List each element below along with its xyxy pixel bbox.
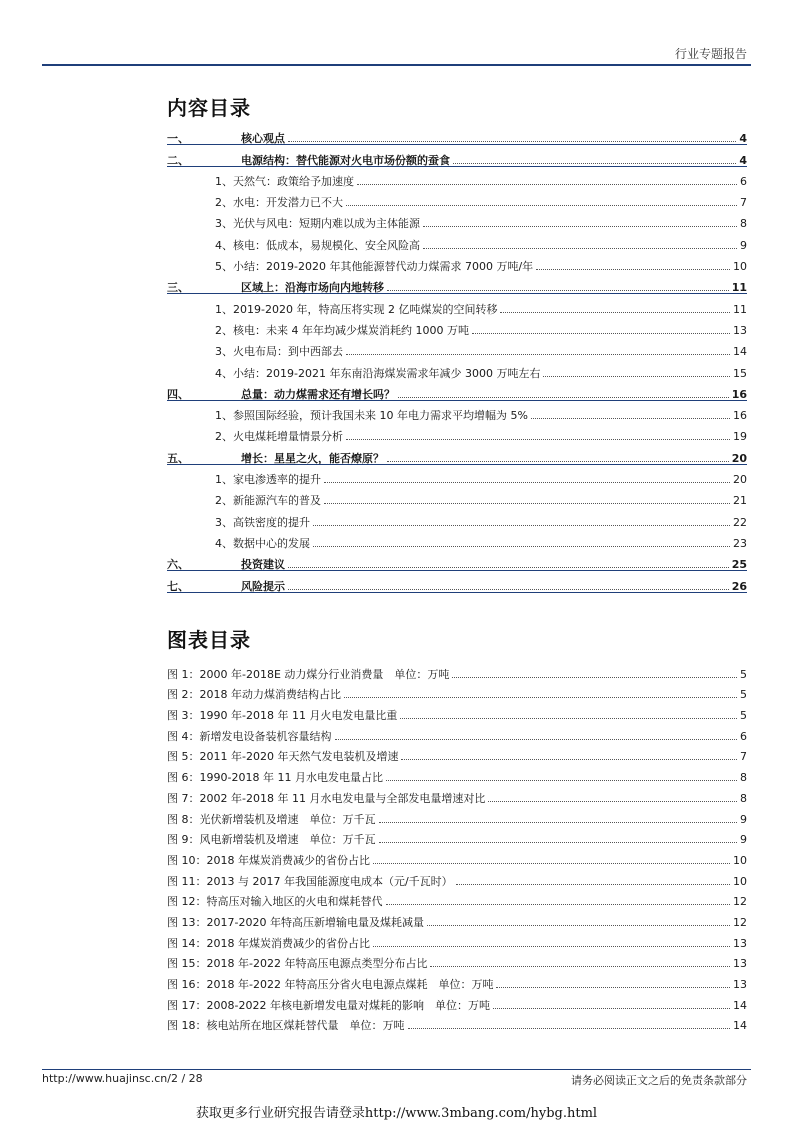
figure-entry-page: 12 bbox=[733, 895, 747, 909]
figure-entry-page: 13 bbox=[733, 978, 747, 991]
toc-entry-text: 核心观点 bbox=[241, 132, 285, 146]
header-report-type: 行业专题报告 bbox=[674, 47, 747, 61]
figure-entry-text: 图 17：2008-2022 年核电新增发电量对煤耗的影响 单位：万吨 bbox=[167, 998, 490, 1012]
figure-entry-text: 图 6：1990-2018 年 11 月水电发电量占比 bbox=[167, 771, 383, 785]
toc-entry-page: 10 bbox=[733, 260, 747, 274]
toc-entry-page: 22 bbox=[733, 515, 747, 529]
figure-leader-dots bbox=[373, 862, 730, 864]
toc-entry-page: 26 bbox=[731, 579, 747, 593]
figure-leader-dots bbox=[456, 883, 730, 885]
figure-entry-page: 10 bbox=[733, 874, 747, 888]
toc-section-entry[interactable] bbox=[167, 124, 747, 145]
table-of-contents bbox=[167, 124, 747, 593]
toc-entry-text: 风险提示 bbox=[241, 579, 285, 593]
figure-leader-dots bbox=[400, 717, 737, 719]
toc-subsection-entry[interactable] bbox=[167, 422, 747, 443]
figure-entry-page: 5 bbox=[740, 688, 747, 702]
toc-section-entry[interactable] bbox=[167, 273, 747, 294]
figure-entry[interactable] bbox=[167, 701, 747, 722]
toc-entry-text: 2、火电煤耗增量情景分析 bbox=[215, 430, 343, 444]
toc-leader-dots bbox=[472, 332, 730, 334]
figure-entry[interactable] bbox=[167, 929, 747, 950]
figure-entry[interactable] bbox=[167, 888, 747, 909]
figure-leader-dots bbox=[427, 924, 730, 926]
figure-entry[interactable] bbox=[167, 846, 747, 867]
toc-subsection-entry[interactable] bbox=[167, 337, 747, 358]
toc-subsection-entry[interactable] bbox=[167, 252, 747, 273]
toc-leader-dots bbox=[288, 588, 729, 590]
figure-entry-text: 图 13：2017-2020 年特高压新增输电量及煤耗减量 bbox=[167, 915, 424, 929]
figure-entry-text: 图 9：风电新增装机及增速 单位：万千瓦 bbox=[167, 833, 376, 847]
toc-entry-text: 3、火电布局：到中西部去 bbox=[215, 345, 343, 359]
footer-disclaimer: 请务必阅读正文之后的免责条款部分 bbox=[571, 1074, 747, 1087]
figure-entry-page: 5 bbox=[740, 667, 747, 681]
figure-entry[interactable] bbox=[167, 970, 747, 991]
toc-entry-number: 五、 bbox=[167, 451, 189, 465]
toc-subsection-entry[interactable] bbox=[167, 358, 747, 379]
toc-leader-dots bbox=[357, 183, 737, 185]
figure-entry-page: 14 bbox=[733, 1019, 747, 1033]
figure-entry-text: 图 5：2011 年-2020 年天然气发电装机及增速 bbox=[167, 750, 399, 764]
toc-section-entry[interactable] bbox=[167, 550, 747, 571]
figure-entry-page: 8 bbox=[740, 791, 747, 805]
toc-entry-page: 25 bbox=[731, 558, 747, 572]
toc-entry-number: 三、 bbox=[167, 281, 189, 295]
toc-entry-text: 电源结构：替代能源对火电市场份额的蚕食 bbox=[241, 153, 450, 167]
toc-entry-page: 6 bbox=[740, 174, 747, 188]
figure-entry-page: 5 bbox=[740, 709, 747, 723]
figure-entry[interactable] bbox=[167, 1012, 747, 1033]
toc-entry-number: 六、 bbox=[167, 558, 189, 572]
toc-entry-text: 1、家电渗透率的提升 bbox=[215, 473, 321, 487]
toc-subsection-entry[interactable] bbox=[167, 209, 747, 230]
figure-leader-dots bbox=[488, 800, 737, 802]
toc-leader-dots bbox=[531, 417, 730, 419]
toc-subsection-entry[interactable] bbox=[167, 230, 747, 251]
figures-list bbox=[167, 660, 747, 1032]
figure-entry[interactable] bbox=[167, 950, 747, 971]
figure-entry-text: 图 10：2018 年煤炭消费减少的省份占比 bbox=[167, 853, 370, 867]
toc-entry-page: 14 bbox=[733, 345, 747, 359]
figure-leader-dots bbox=[379, 841, 738, 843]
toc-entry-page: 8 bbox=[740, 217, 747, 231]
figures-title: 图表目录 bbox=[167, 628, 251, 652]
toc-entry-page: 9 bbox=[740, 238, 747, 252]
toc-leader-dots bbox=[423, 247, 737, 249]
figure-entry-text: 图 12：特高压对输入地区的火电和煤耗替代 bbox=[167, 895, 383, 909]
figure-entry-text: 图 2：2018 年动力煤消费结构占比 bbox=[167, 688, 341, 702]
figure-entry[interactable] bbox=[167, 867, 747, 888]
toc-entry-text: 3、高铁密度的提升 bbox=[215, 515, 310, 529]
figure-entry[interactable] bbox=[167, 722, 747, 743]
figure-entry-text: 图 14：2018 年煤炭消费减少的省份占比 bbox=[167, 936, 370, 950]
footer-divider bbox=[42, 1069, 751, 1070]
toc-entry-text: 1、天然气：政策给予加速度 bbox=[215, 174, 354, 188]
figure-entry[interactable] bbox=[167, 805, 747, 826]
toc-subsection-entry[interactable] bbox=[167, 465, 747, 486]
toc-entry-text: 2、水电：开发潜力已不大 bbox=[215, 196, 343, 210]
toc-leader-dots bbox=[346, 204, 737, 206]
toc-entry-page: 21 bbox=[733, 494, 747, 508]
toc-subsection-entry[interactable] bbox=[167, 529, 747, 550]
figure-entry-page: 7 bbox=[740, 750, 747, 764]
toc-leader-dots bbox=[288, 140, 736, 142]
toc-entry-text: 5、小结：2019-2020 年其他能源替代动力煤需求 7000 万吨/年 bbox=[215, 260, 534, 274]
toc-entry-page: 15 bbox=[733, 366, 747, 380]
toc-entry-page: 16 bbox=[733, 409, 747, 423]
figure-leader-dots bbox=[493, 1007, 730, 1009]
toc-entry-text: 3、光伏与风电：短期内难以成为主体能源 bbox=[215, 217, 420, 231]
figure-leader-dots bbox=[430, 965, 730, 967]
toc-section-entry[interactable] bbox=[167, 443, 747, 464]
toc-leader-dots bbox=[313, 524, 730, 526]
figure-leader-dots bbox=[386, 903, 731, 905]
toc-leader-dots bbox=[346, 353, 730, 355]
toc-leader-dots bbox=[313, 545, 730, 547]
figure-entry-page: 10 bbox=[733, 853, 747, 867]
toc-entry-number: 七、 bbox=[167, 579, 189, 593]
toc-subsection-entry[interactable] bbox=[167, 316, 747, 337]
figure-entry-page: 14 bbox=[733, 998, 747, 1012]
header-divider bbox=[42, 64, 751, 66]
toc-subsection-entry[interactable] bbox=[167, 167, 747, 188]
figure-entry-text: 图 7：2002 年-2018 年 11 月水电发电量与全部发电量增速对比 bbox=[167, 791, 486, 805]
figure-leader-dots bbox=[496, 986, 730, 988]
toc-entry-page: 20 bbox=[731, 451, 747, 465]
figure-entry[interactable] bbox=[167, 743, 747, 764]
figure-entry-page: 13 bbox=[733, 957, 747, 971]
toc-section-entry[interactable] bbox=[167, 571, 747, 592]
figure-entry-text: 图 16：2018 年-2022 年特高压分省火电电源点煤耗 单位：万吨 bbox=[167, 978, 494, 991]
toc-entry-text: 1、参照国际经验，预计我国未来 10 年电力需求平均增幅为 5% bbox=[215, 409, 528, 423]
toc-entry-page: 16 bbox=[731, 387, 747, 401]
toc-leader-dots bbox=[324, 502, 730, 504]
figure-entry[interactable] bbox=[167, 660, 747, 681]
toc-entry-text: 增长：星星之火，能否燎原？ bbox=[241, 451, 384, 465]
toc-leader-dots bbox=[536, 268, 730, 270]
toc-entry-text: 2、新能源汽车的普及 bbox=[215, 494, 321, 508]
figure-entry-text: 图 8：光伏新增装机及增速 单位：万千瓦 bbox=[167, 812, 376, 826]
toc-leader-dots bbox=[398, 396, 729, 398]
figure-entry-page: 13 bbox=[733, 936, 747, 950]
figure-leader-dots bbox=[401, 758, 737, 760]
toc-entry-page: 4 bbox=[739, 153, 747, 167]
figure-leader-dots bbox=[344, 696, 737, 698]
toc-entry-number: 四、 bbox=[167, 387, 189, 401]
toc-title: 内容目录 bbox=[167, 96, 251, 120]
figure-leader-dots bbox=[452, 676, 737, 678]
toc-leader-dots bbox=[288, 566, 729, 568]
figure-leader-dots bbox=[379, 821, 738, 823]
figure-entry[interactable] bbox=[167, 784, 747, 805]
toc-entry-page: 4 bbox=[739, 132, 747, 146]
toc-entry-number: 二、 bbox=[167, 153, 189, 167]
figure-entry[interactable] bbox=[167, 681, 747, 702]
figure-leader-dots bbox=[373, 945, 730, 947]
figure-leader-dots bbox=[408, 1027, 731, 1029]
toc-entry-text: 区域上：沿海市场向内地转移 bbox=[241, 281, 384, 295]
toc-entry-page: 23 bbox=[733, 536, 747, 550]
toc-leader-dots bbox=[500, 311, 730, 313]
figure-leader-dots bbox=[335, 738, 738, 740]
figure-entry[interactable] bbox=[167, 763, 747, 784]
toc-entry-text: 4、数据中心的发展 bbox=[215, 536, 310, 550]
figure-entry-page: 6 bbox=[740, 729, 747, 743]
figure-entry[interactable] bbox=[167, 908, 747, 929]
figure-entry[interactable] bbox=[167, 991, 747, 1012]
toc-leader-dots bbox=[543, 375, 730, 377]
toc-subsection-entry[interactable] bbox=[167, 507, 747, 528]
toc-leader-dots bbox=[346, 438, 730, 440]
figure-entry[interactable] bbox=[167, 826, 747, 847]
toc-entry-page: 19 bbox=[733, 430, 747, 444]
figure-entry-text: 图 11：2013 与 2017 年我国能源度电成本（元/千瓦时） bbox=[167, 874, 453, 888]
bottom-banner[interactable]: 获取更多行业研究报告请登录http://www.3mbang.com/hybg.html bbox=[195, 1106, 598, 1121]
toc-entry-text: 4、核电：低成本，易规模化、安全风险高 bbox=[215, 238, 420, 252]
toc-subsection-entry[interactable] bbox=[167, 486, 747, 507]
toc-entry-page: 7 bbox=[740, 196, 747, 210]
toc-section-entry[interactable] bbox=[167, 145, 747, 166]
toc-leader-dots bbox=[324, 481, 730, 483]
toc-subsection-entry[interactable] bbox=[167, 401, 747, 422]
figure-entry-page: 8 bbox=[740, 771, 747, 785]
toc-entry-text: 2、核电：未来 4 年年均减少煤炭消耗约 1000 万吨 bbox=[215, 323, 469, 337]
toc-entry-text: 4、小结：2019-2021 年东南沿海煤炭需求年减少 3000 万吨左右 bbox=[215, 366, 541, 380]
toc-subsection-entry[interactable] bbox=[167, 188, 747, 209]
toc-entry-page: 13 bbox=[733, 323, 747, 337]
figure-entry-text: 图 18：核电站所在地区煤耗替代量 单位：万吨 bbox=[167, 1019, 405, 1033]
figure-entry-page: 12 bbox=[733, 915, 747, 929]
toc-entry-text: 投资建议 bbox=[241, 558, 285, 572]
toc-subsection-entry[interactable] bbox=[167, 294, 747, 315]
toc-leader-dots bbox=[387, 289, 729, 291]
toc-entry-number: 一、 bbox=[167, 132, 189, 146]
figure-entry-text: 图 15：2018 年-2022 年特高压电源点类型分布占比 bbox=[167, 957, 428, 971]
toc-entry-page: 20 bbox=[733, 473, 747, 487]
figure-entry-text: 图 4：新增发电设备装机容量结构 bbox=[167, 729, 332, 743]
figure-entry-page: 9 bbox=[740, 833, 747, 847]
toc-leader-dots bbox=[453, 162, 736, 164]
figure-entry-text: 图 1：2000 年-2018E 动力煤分行业消费量 单位：万吨 bbox=[167, 667, 450, 681]
toc-entry-text: 总量：动力煤需求还有增长吗？ bbox=[241, 387, 395, 401]
footer-url[interactable]: http://www.huajinsc.cn/2 / 28 bbox=[42, 1072, 203, 1085]
figure-entry-page: 9 bbox=[740, 812, 747, 826]
toc-section-entry[interactable] bbox=[167, 380, 747, 401]
toc-leader-dots bbox=[423, 225, 737, 227]
toc-entry-text: 1、2019-2020 年，特高压将实现 2 亿吨煤炭的空间转移 bbox=[215, 302, 498, 316]
toc-entry-page: 11 bbox=[733, 302, 747, 316]
toc-entry-page: 11 bbox=[731, 281, 747, 295]
figure-leader-dots bbox=[386, 779, 737, 781]
figure-entry-text: 图 3：1990 年-2018 年 11 月火电发电量比重 bbox=[167, 709, 398, 723]
toc-leader-dots bbox=[387, 460, 729, 462]
